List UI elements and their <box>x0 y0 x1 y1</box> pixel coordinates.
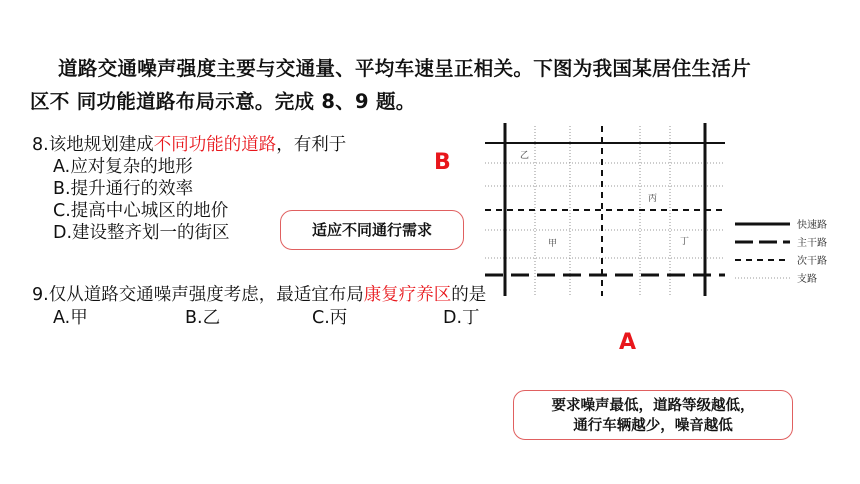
q9-option-d: D.丁 <box>443 308 480 328</box>
callout-q9-line-1: 要求噪声最低，道路等级越低， <box>551 398 755 414</box>
legend-label-main-road: 主干路 <box>797 238 827 249</box>
legend-main-road <box>735 234 845 252</box>
intro-line-2: 区不 同功能道路布局示意。完成 8、9 题。 <box>30 90 416 113</box>
legend-secondary-road <box>735 252 845 270</box>
question-8-stem <box>32 134 346 156</box>
q9-stem-highlight: 康复疗养区 <box>363 285 452 305</box>
intro-line-1: 道路交通噪声强度主要与交通量、平均车速呈正相关。下图为我国某居住生活片 <box>58 57 752 80</box>
q8-stem-highlight: 不同功能的道路 <box>153 135 277 155</box>
legend-label-secondary-road: 次干路 <box>797 256 827 267</box>
q8-stem-prefix: 8.该地规划建成 <box>32 135 154 155</box>
callout-q9-note <box>513 390 793 440</box>
area-label-ding: 丁 <box>680 237 690 247</box>
q8-option-c: C.提高中心城区的地价 <box>53 201 229 221</box>
road-layout-map <box>480 118 730 308</box>
area-label-bing: 丙 <box>648 194 658 204</box>
intro-paragraph <box>30 52 830 118</box>
q9-option-a: A.甲 <box>53 308 88 328</box>
map-legend <box>735 216 845 288</box>
legend-expressway <box>735 216 845 234</box>
q9-option-b: B.乙 <box>185 308 221 328</box>
q9-stem-suffix: 的是 <box>451 285 487 305</box>
q9-option-c: C.丙 <box>312 308 348 328</box>
q8-option-d: D.建设整齐划一的街区 <box>53 223 230 243</box>
q8-option-b: B.提升通行的效率 <box>53 179 194 199</box>
q8-answer-mark: B <box>434 150 451 175</box>
area-label-jia: 甲 <box>548 239 558 249</box>
legend-label-expressway: 快速路 <box>797 220 827 231</box>
callout-q8-note: 适应不同通行需求 <box>280 210 464 250</box>
legend-label-branch-road: 支路 <box>797 274 817 285</box>
area-label-yi: 乙 <box>520 151 530 161</box>
q9-answer-mark: A <box>619 330 637 355</box>
legend-branch-road <box>735 270 845 288</box>
q8-option-a: A.应对复杂的地形 <box>53 157 193 177</box>
q8-stem-suffix: ，有利于 <box>276 135 347 155</box>
q9-stem-prefix: 9.仅从道路交通噪声强度考虑，最适宜布局 <box>32 285 364 305</box>
question-9-stem <box>32 284 486 306</box>
callout-q9-line-2: 通行车辆越少，噪音越低 <box>573 418 733 434</box>
